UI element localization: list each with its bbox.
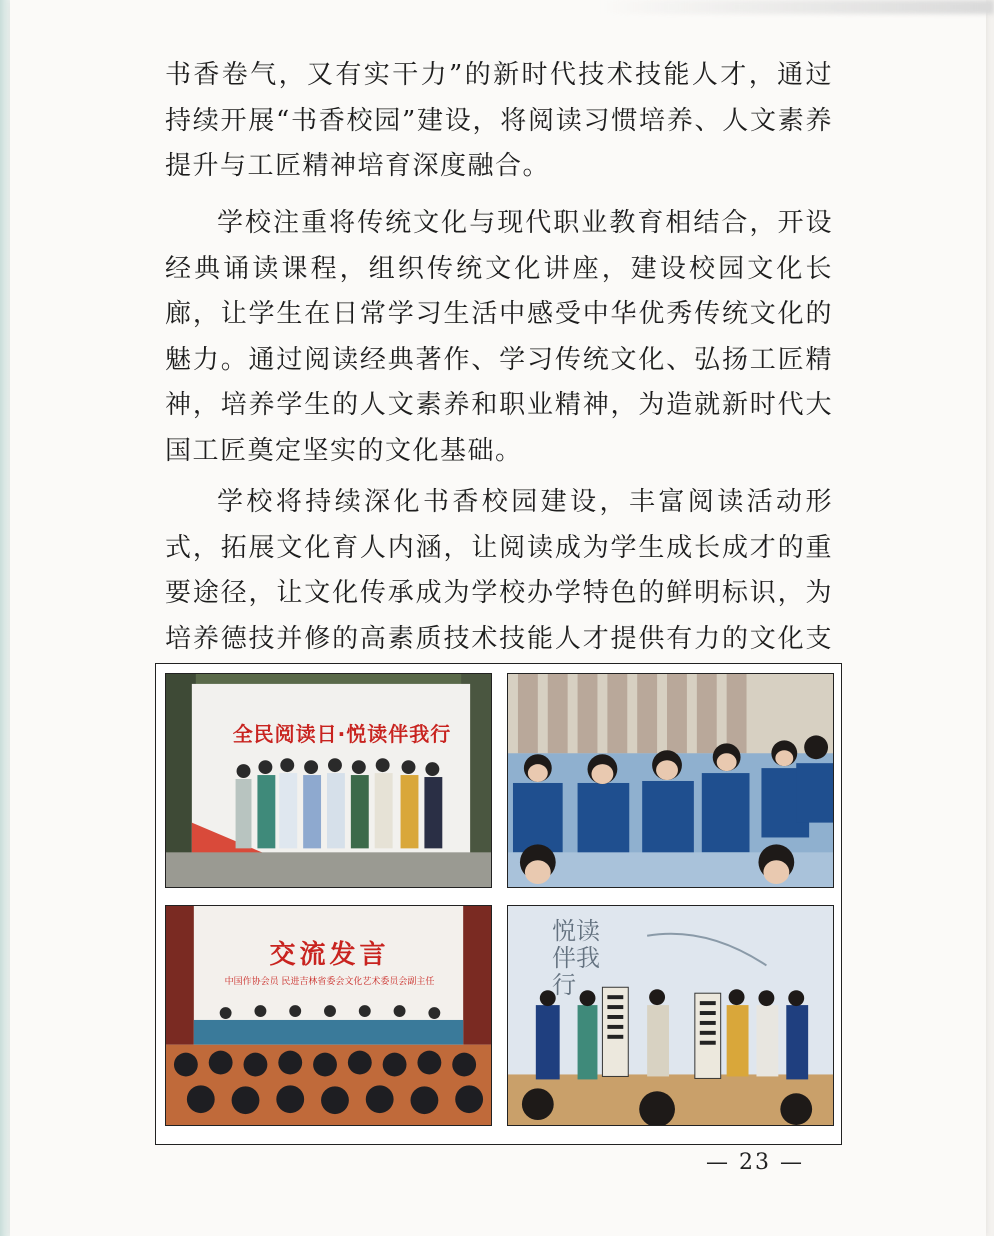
photo-2-image <box>508 674 833 887</box>
photo-3-banner-text: 交流发言 <box>269 940 390 970</box>
photo-grid <box>155 663 842 1145</box>
paragraph-3-text: 学校将持续深化书香校园建设，丰富阅读活动形式，拓展文化育人内涵，让阅读成为学生成长成才的重要途径，让文化传承成为学校办学特色的鲜明标识，为培养德技并修的高素质技术技能人才提供有力的文化支 <box>165 487 833 654</box>
photo-calligraphy-performance <box>507 905 834 1126</box>
page-shadow <box>600 0 994 14</box>
paragraph-2 <box>165 201 833 474</box>
paragraph-1-text: 书香卷气，又有实干力”的新时代技术技能人才，通过持续开展“书香校园”建设，将阅读习惯培养、人文素养提升与工匠精神培育深度融合。 <box>165 60 833 181</box>
paragraph-1 <box>165 53 833 190</box>
photo-exchange-speech <box>165 905 492 1126</box>
paragraph-2-text: 学校注重将传统文化与现代职业教育相结合，开设经典诵读课程，组织传统文化讲座，建设校园文化长廊，让学生在日常学习生活中感受中华优秀传统文化的魅力。通过阅读经典著作、学习传统文化、弘扬工匠精神，培养学生的人文素养和职业精神，为造就新时代大国工匠奠定坚实的文化基础。 <box>165 208 833 466</box>
photo-reading-day-stage <box>165 673 492 888</box>
photo-4-calligraphy-text: 悦读伴我行 <box>552 917 600 999</box>
page-number: — 23 — <box>706 1150 804 1175</box>
photo-1-image <box>166 674 491 887</box>
photo-3-subtitle: 中国作协会员 民进吉林省委会文化艺术委员会副主任 <box>224 977 435 987</box>
page-edge <box>0 0 10 1236</box>
photo-1-banner-text: 全民阅读日·悦读伴我行 <box>232 722 452 746</box>
photo-student-audience <box>507 673 834 888</box>
